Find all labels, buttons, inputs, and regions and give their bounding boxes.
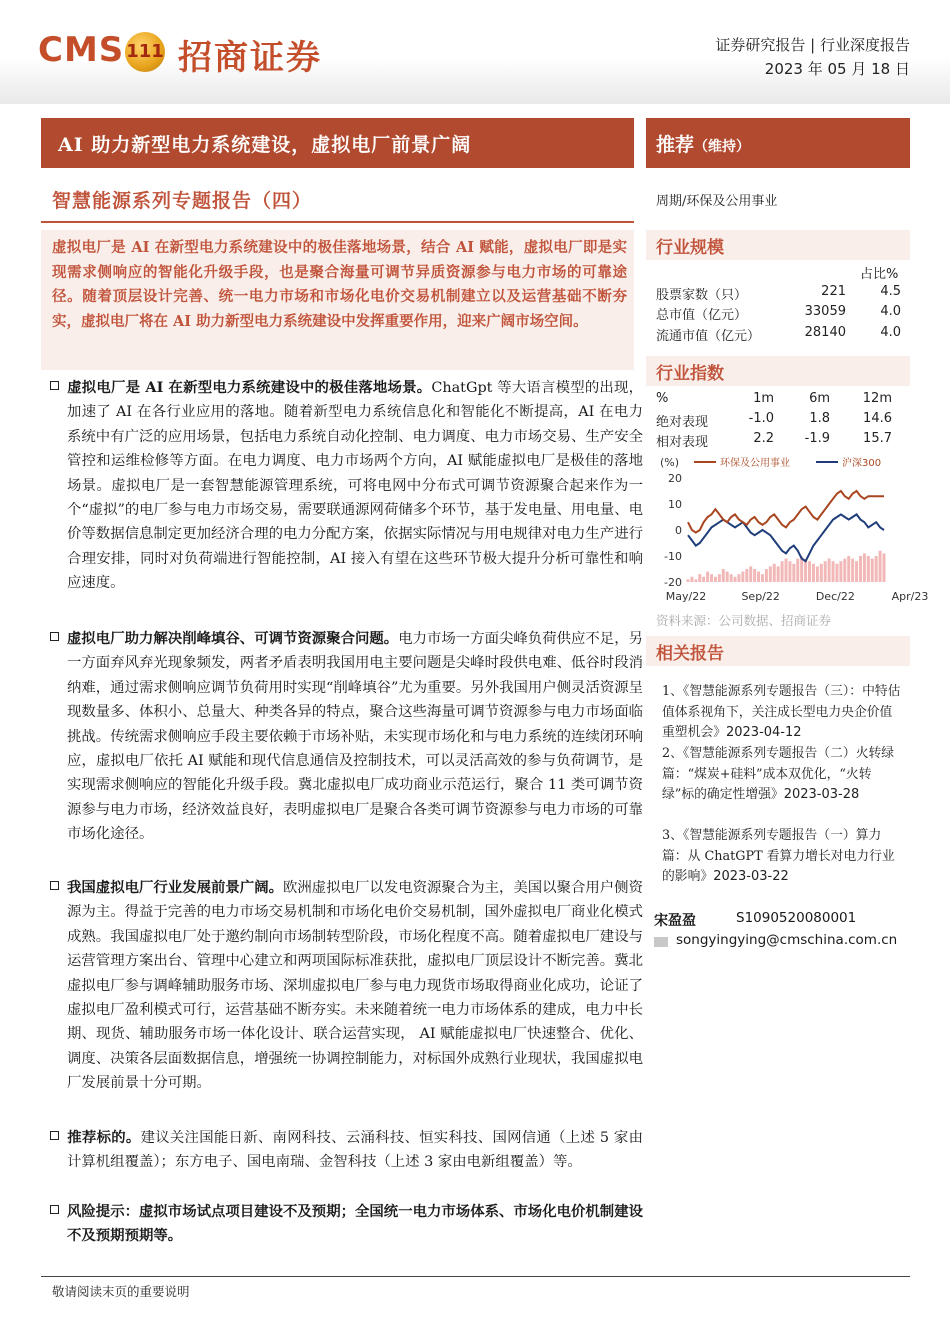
logo-chinese-name: 招商证券 (178, 38, 322, 78)
series-line-hs300 (688, 514, 884, 561)
legend-label-index: 沪深300 (842, 458, 882, 469)
relative-bar (730, 574, 733, 582)
relative-bar (871, 559, 874, 582)
relative-bar (765, 569, 768, 582)
bullet-heading: 推荐标的。 (67, 1129, 141, 1146)
relative-bar (839, 561, 842, 582)
bullet-4 (50, 1126, 643, 1175)
relative-bar (867, 556, 870, 582)
x-tick-label: Dec/22 (815, 590, 855, 603)
relative-bar (761, 574, 764, 582)
bullet-text: 电力市场一方面尖峰负荷供应不足，另一方面弃风弃光现象频发，两者矛盾表明我国用电主要问题是尖峰时段供电难、低谷时段消纳难，通过需求侧响应调节负荷用时实现“削峰填谷”尤为重要。另外我国用户侧灵活资源呈现数量多、体积小、总量大、种类各异的特点，聚合这些海量可调节资源参与电力市场面临挑战。传统需求侧响应手段主要依赖于市场补贴，未实现市场化和与电力系统的连续闭环响应，虚拟电厂依托 AI 赋能和现代信息通信及控制技术，可以灵活高效的参与负荷调节，是实现需求侧响应的智能化升级手段。冀北虚拟电厂成功商业示范运行，聚合 11 类可调节资源参与电力市场，经济效益良好，表明虚拟电厂是聚合各类可调节资源参与电力市场的可靠市场化途径。 (67, 631, 643, 843)
industry-index-title: 行业指数 (656, 364, 724, 384)
related-report-item[interactable] (662, 682, 902, 744)
footer-divider (41, 1276, 910, 1277)
related-reports-title: 相关报告 (656, 644, 724, 664)
relative-bar (859, 556, 862, 582)
index-value: -1.0 (748, 411, 774, 426)
legend-label-sector: 环保及公用事业 (720, 458, 790, 469)
related-report-title[interactable]: 1、《智慧能源系列专题报告（三）：中特估值体系视角下，关注成长型电力央企价值重塑机会》 (662, 684, 901, 740)
relative-bar (737, 574, 740, 582)
relative-bar (808, 561, 811, 582)
relative-bar (812, 564, 815, 582)
scale-row-value: 33059 (804, 304, 846, 319)
relative-bar (714, 577, 717, 582)
relative-bar (734, 577, 737, 582)
relative-bar (883, 553, 886, 582)
index-line-chart (650, 452, 929, 608)
scale-row-pct: 4.0 (880, 325, 901, 340)
relative-bar (706, 572, 709, 582)
relative-bar (741, 572, 744, 582)
relative-bar (726, 572, 729, 582)
related-report-item[interactable] (662, 826, 902, 888)
bullet-1 (50, 376, 643, 596)
relative-bar (777, 566, 780, 582)
x-tick-label: May/22 (665, 590, 707, 603)
chart-source: 资料来源：公司数据、招商证券 (656, 613, 832, 628)
relative-bar (785, 559, 788, 582)
industry-scale-header (646, 230, 910, 260)
analyst-name: 宋盈盈 (654, 913, 696, 929)
relative-bar (796, 559, 799, 582)
y-tick-label: -20 (664, 576, 682, 589)
subtitle-divider (41, 221, 634, 223)
scale-col-header: 占比% (860, 267, 899, 282)
related-reports-header (646, 636, 910, 666)
summary-text: 虚拟电厂是 AI 在新型电力系统建设中的极佳落地场景，结合 AI 赋能，虚拟电厂即是实现需求侧响应的智能化升级手段，也是聚合海量可调节异质资源参与电力市场的可靠途径。随着顶层设计完善、统一电力市场和市场化电价交易机制建立以及运营基础不断夯实，虚拟电厂将在 AI 助力新型电力系统建设中发挥重要作用，迎来广阔市场空间。 (52, 239, 627, 330)
rating-sub: （维持） (694, 139, 751, 155)
bullet-heading: 风险提示：虚拟市场试点项目建设不及预期；全国统一电力市场体系、市场化电价机制建设不及预期预期等。 (67, 1203, 643, 1245)
scale-row-pct: 4.0 (880, 304, 901, 319)
relative-bar (773, 564, 776, 582)
index-row-label: 绝对表现 (656, 415, 709, 430)
logo-cms-text: CMS (38, 30, 125, 70)
checkbox-bullet-icon (50, 632, 59, 641)
relative-bar (816, 566, 819, 582)
relative-bar (698, 574, 701, 582)
mail-icon (654, 937, 668, 947)
scale-row-pct: 4.5 (880, 284, 901, 299)
checkbox-bullet-icon (50, 1205, 59, 1214)
index-value: -1.9 (804, 431, 830, 446)
relative-bar (863, 553, 866, 582)
bullet-text: ChatGpt 等大语言模型的出现，加速了 AI 在各行业应用的落地。随着新型电力系统信息化和智能化不断提高，AI 在电力系统中有广泛的应用场景，包括电力系统自动化控制、电力调度、电力市场交易、生产安全管控和运维检修等方面。在电力调度、电力市场两个方向，AI 赋能虚拟电厂是极佳的落地场景。虚拟电厂是一套智慧能源管理系统，可将电网中分布式可调节资源聚合起来作为一个“虚拟”的电厂参与电力市场交易，需要联通源网荷储多个环节，基于发电量、用电量、电价等数据信息制定更加经济合理的电力分配方案，依据实际情况与用电规律对电力生产进行合理安排，同时对负荷端进行智能控制，AI 接入有望在这些环节极大提升分析可靠性和响应速度。 (67, 380, 644, 592)
rating (656, 130, 750, 157)
relative-bar (788, 561, 791, 582)
index-value: 2.2 (753, 431, 774, 446)
report-date: 2023 年 05 月 18 日 (764, 60, 910, 78)
index-col-header: 12m (862, 391, 892, 406)
relative-bar (843, 559, 846, 582)
footer-note: 敬请阅读末页的重要说明 (52, 1284, 190, 1299)
relative-bar (828, 559, 831, 582)
sector-label: 周期/环保及公用事业 (656, 194, 778, 209)
relative-bar (722, 569, 725, 582)
related-report-title[interactable]: 3、《智慧能源系列专题报告（一）算力篇：从 ChatGPT 看算力增长对电力行业的影响》 (662, 828, 895, 884)
relative-bar (875, 556, 878, 582)
rating-label: 推荐 (656, 134, 695, 156)
index-col-header: 6m (809, 391, 830, 406)
related-report-title[interactable]: 2、《智慧能源系列专题报告（二）火转绿篇：“煤炭+硅料”成本双优化，“火转绿”标的确定性增强》 (662, 746, 895, 802)
index-col-header: 1m (753, 391, 774, 406)
checkbox-bullet-icon (50, 381, 59, 390)
relative-bar (835, 564, 838, 582)
relative-bar (855, 561, 858, 582)
index-value: 14.6 (863, 411, 892, 426)
bullet-heading: 我国虚拟电厂行业发展前景广阔。 (67, 879, 283, 896)
bullet-heading: 虚拟电厂是 AI 在新型电力系统建设中的极佳落地场景。 (67, 379, 432, 396)
chart-unit-label: (%) (660, 456, 680, 469)
bullet-heading: 虚拟电厂助力解决削峰填谷、可调节资源聚合问题。 (67, 630, 399, 647)
relative-bar (753, 569, 756, 582)
relative-bar (879, 551, 882, 582)
index-col-header: % (656, 391, 669, 406)
relative-bar (832, 561, 835, 582)
relative-bar (769, 566, 772, 582)
relative-bar (847, 556, 850, 582)
report-title: AI 助力新型电力系统建设，虚拟电厂前景广阔 (58, 134, 472, 156)
bullet-text: 欧洲虚拟电厂以发电资源聚合为主，美国以聚合用户侧资源为主。得益于完善的电力市场交易机制和市场化电价交易机制，国外虚拟电厂商业化模式成熟。我国虚拟电厂处于邀约制向市场制转型阶段，市场化程度不高。随着虚拟电厂建设与运营管理方案出台、管理中心建立和两项国际标准获批，虚拟电厂顶层设计不断完善。冀北虚拟电厂参与调峰辅助服务市场、深圳虚拟电厂参与电力现货市场取得商业化成功，论证了虚拟电厂盈利模式可行，运营基础不断夯实。未来随着统一电力市场体系的建成，电力中长期、现货、辅助服务市场一体化设计、联合运营实现， AI 赋能虚拟电厂快速整合、优化、调度、决策各层面数据信息，增强统一协调控制能力，对标国外成熟行业现状，我国虚拟电厂发展前景十分可期。 (67, 880, 643, 1092)
related-report-date: 2023-03-28 (783, 787, 860, 802)
bullet-text: 建议关注国能日新、南网科技、云涌科技、恒实科技、国网信通（上述 5 家由计算机组覆盖）；东方电子、国电南瑞、金智科技（上述 3 家由电新组覆盖）等。 (67, 1130, 643, 1171)
relative-bar (710, 574, 713, 582)
logo-badge-icon: 111 (125, 32, 165, 72)
relative-bar (781, 561, 784, 582)
industry-scale-title: 行业规模 (656, 238, 724, 258)
related-report-date: 2023-03-22 (713, 869, 789, 884)
y-tick-label: -10 (664, 550, 682, 563)
series-line-sector (688, 491, 884, 533)
x-tick-label: Sep/22 (741, 590, 780, 603)
scale-row-value: 221 (821, 284, 846, 299)
index-row-label: 相对表现 (656, 435, 709, 450)
index-value: 1.8 (809, 411, 830, 426)
related-report-date: 2023-04-12 (725, 725, 802, 740)
scale-row-label: 流通市值（亿元） (656, 329, 761, 344)
scale-row-value: 28140 (804, 325, 846, 340)
bullet-2 (50, 627, 643, 847)
bullet-5 (50, 1200, 643, 1249)
scale-row-label: 总市值（亿元） (656, 308, 748, 323)
checkbox-bullet-icon (50, 1131, 59, 1140)
analyst-email[interactable]: songyingying@cmschina.com.cn (676, 932, 898, 948)
relative-bar (690, 577, 693, 582)
scale-row-label: 股票家数（只） (656, 288, 748, 303)
bullet-3 (50, 876, 643, 1096)
document-type: 证券研究报告 | 行业深度报告 (715, 36, 910, 54)
relative-bar (749, 566, 752, 582)
x-tick-label: Apr/23 (891, 590, 929, 603)
relative-bar (824, 561, 827, 582)
y-tick-label: 0 (675, 524, 682, 537)
relative-bar (718, 574, 721, 582)
relative-bar (851, 559, 854, 582)
related-report-item[interactable] (662, 744, 902, 806)
relative-bar (694, 579, 697, 582)
relative-bar (792, 564, 795, 582)
relative-bar (745, 569, 748, 582)
index-value: 15.7 (863, 431, 892, 446)
relative-bar (702, 577, 705, 582)
y-tick-label: 20 (668, 472, 682, 485)
y-tick-label: 10 (668, 498, 682, 511)
report-subtitle: 智慧能源系列专题报告（四） (52, 190, 313, 212)
industry-index-header (646, 356, 910, 386)
relative-bar (820, 564, 823, 582)
relative-bar (757, 572, 760, 582)
checkbox-bullet-icon (50, 881, 59, 890)
analyst-license-id: S1090520080001 (736, 910, 857, 926)
relative-bar (687, 579, 690, 582)
